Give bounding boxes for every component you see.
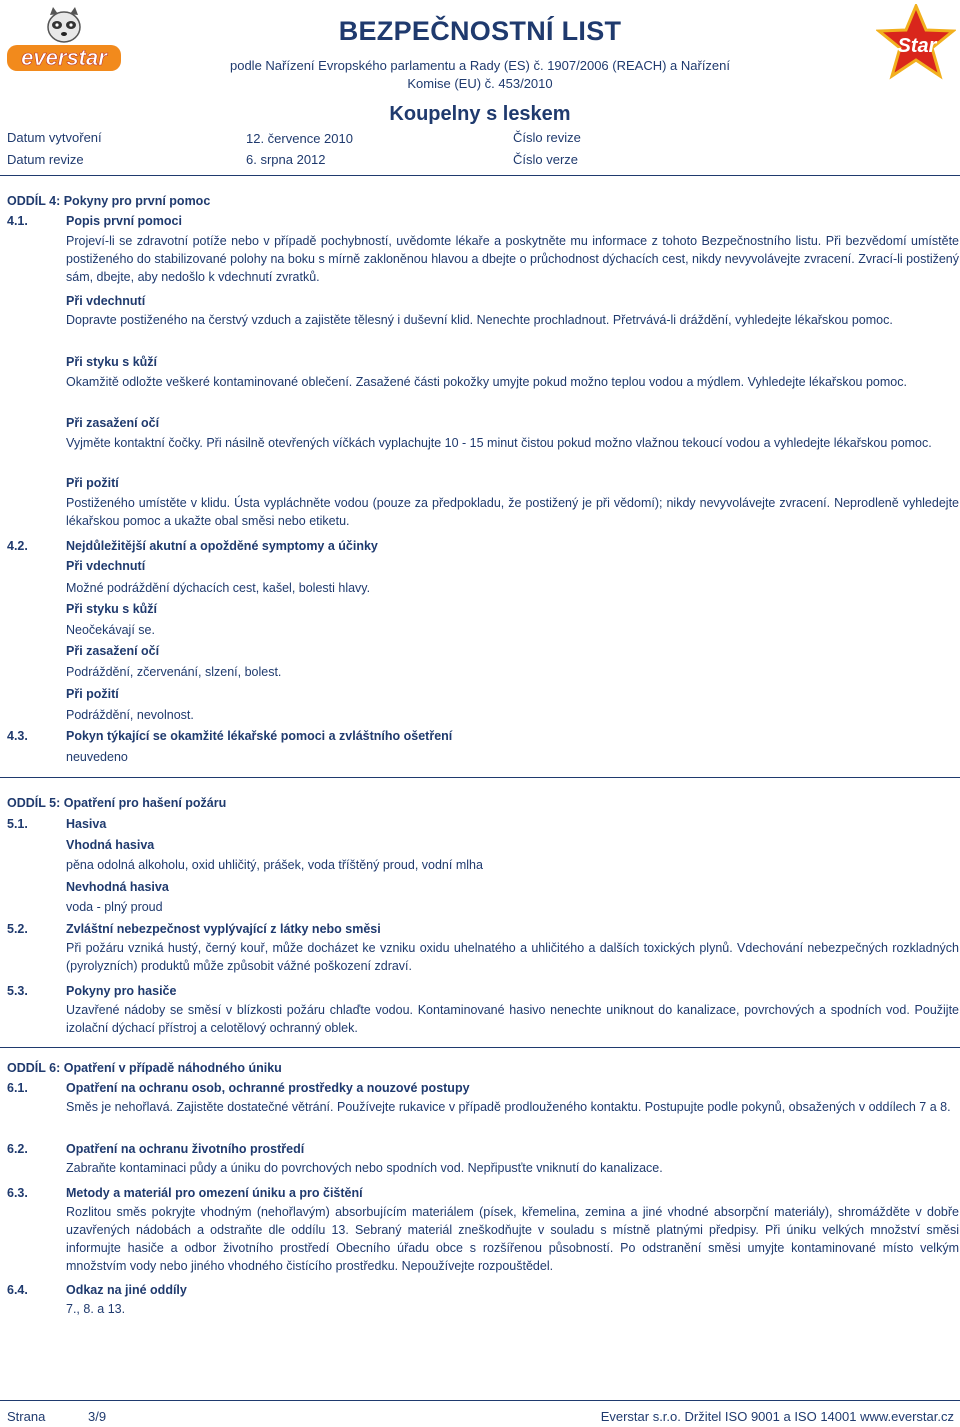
section-4-3-title: Pokyn týkající se okamžité lékařské pomoci a zvláštního ošetření bbox=[66, 729, 453, 743]
section-5-2-number: 5.2. bbox=[7, 922, 28, 936]
section-4-2-number: 4.2. bbox=[7, 539, 28, 553]
section-6-4-number: 6.4. bbox=[7, 1283, 28, 1297]
symptoms-inhalation-label: Při vdechnutí bbox=[66, 559, 146, 573]
section-6-2-text: Zabraňte kontaminaci půdy a úniku do povrchových nebo spodních vod. Nepřipusťte vniknutí do kanalizace. bbox=[66, 1161, 663, 1175]
page-number: 3/9 bbox=[88, 1409, 107, 1424]
section-6-2-number: 6.2. bbox=[7, 1142, 28, 1156]
section-5-1-number: 5.1. bbox=[7, 817, 28, 831]
symptoms-eye-label: Při zasažení očí bbox=[66, 644, 160, 658]
svg-text:Star: Star bbox=[897, 35, 937, 57]
section-5-3-number: 5.3. bbox=[7, 984, 28, 998]
unsuitable-media-text: voda - plný proud bbox=[66, 900, 163, 914]
eye-contact-text: Vyjměte kontaktní čočky. Při násilně otevřených víčkách vyplachujte 10 - 15 minut čistou pokud možno vlažnou tekoucí vodou a vyhledejte lékařskou pomoc. bbox=[66, 436, 932, 450]
symptoms-ingestion-text: Podráždění, nevolnost. bbox=[66, 708, 194, 722]
regulation-reference: podle Nařízení Evropského parlamentu a Rady (ES) č. 1907/2006 (REACH) a Nařízení Komise (EU) č. 453/2010 bbox=[229, 58, 731, 92]
section-4-1-title: Popis první pomoci bbox=[66, 214, 182, 228]
revision-date-label: Datum revize bbox=[7, 152, 84, 167]
section-6-1-text: Směs je nehořlavá. Zajistěte dostatečné větrání. Používejte rukavice v případě prodlouženého kontaktu. Postupujte podle pokynů, obsažených v oddílech 7 a 8. bbox=[66, 1100, 951, 1114]
section-4-2-title: Nejdůležitější akutní a opožděné symptomy a účinky bbox=[66, 539, 378, 553]
section-6-1-number: 6.1. bbox=[7, 1081, 28, 1095]
section-6-1-title: Opatření na ochranu osob, ochranné prostředky a nouzové postupy bbox=[66, 1081, 470, 1095]
version-number-label: Číslo verze bbox=[513, 152, 579, 167]
section-6-4-text: 7., 8. a 13. bbox=[66, 1302, 126, 1316]
suitable-media-text: pěna odolná alkoholu, oxid uhličitý, prášek, voda tříštěný proud, vodní mlha bbox=[66, 858, 483, 872]
company-footer: Everstar s.r.o. Držitel ISO 9001 a ISO 14001 www.everstar.cz bbox=[600, 1409, 954, 1424]
symptoms-skin-text: Neočekávají se. bbox=[66, 623, 155, 637]
symptoms-eye-text: Podráždění, zčervenání, slzení, bolest. bbox=[66, 665, 282, 679]
section-5-3-text: Uzavřené nádoby se směsí v blízkosti požáru chlaďte vodou. Kontaminované hasivo nenechte uniknout do kanalizace, povrchových a spodních vod. Použijte izolační dýchací přístroj a celotělový ochranný oblek. bbox=[66, 1003, 959, 1036]
footer-divider bbox=[0, 1400, 960, 1401]
section-6-3-text: Rozlitou směs pokryjte vhodným (nehořlavým) absorbujícím materiálem (písek, křemelina, zemina a jiné vhodné absorpční materiály), shromážděte v dobře uzavřených nádobách a odstraňte dle oddílu 13. Sebraný materiál zneškodňujte v souladu s místně platnými předpisy. Při úniku velkých množství směsi informujte hasiče a odbor životního prostředí Obecního úřadu obce s rozšířenou působností. Po odstranění směsi umyjte kontaminované místo velkým množstvím vody nebo jiného vhodného čistícího prostředku. Nepoužívejte rozpouštědel. bbox=[66, 1205, 959, 1274]
section-5-2-title: Zvláštní nebezpečnost vyplývající z látky nebo směsi bbox=[66, 922, 381, 936]
section-5-2-text: Při požáru vzniká hustý, černý kouř, může docházet ke vzniku oxidu uhelnatého a uhličitého a dalších toxických plynů. Vdechování nebezpečných rozkladných (pyrolyzních) produktů může způsobit vážné poškození zdraví. bbox=[66, 941, 959, 974]
section-4-3-number: 4.3. bbox=[7, 729, 28, 743]
section-6-title: ODDÍL 6: Opatření v případě náhodného úniku bbox=[7, 1061, 282, 1075]
created-date-value: 12. července 2010 bbox=[246, 131, 353, 146]
section-4-title: ODDÍL 4: Pokyny pro první pomoc bbox=[7, 194, 211, 208]
section-5-1-title: Hasiva bbox=[66, 817, 107, 831]
section-6-3-number: 6.3. bbox=[7, 1186, 28, 1200]
suitable-media-label: Vhodná hasiva bbox=[66, 838, 155, 852]
eye-contact-label: Při zasažení očí bbox=[66, 416, 160, 430]
section-4-divider bbox=[0, 777, 960, 778]
revision-number-label: Číslo revize bbox=[513, 130, 581, 145]
section-4-3-text: neuvedeno bbox=[66, 750, 128, 764]
first-aid-intro: Projeví-li se zdravotní potíže nebo v případě pochybností, uvědomte lékaře a poskytněte mu informace z tohoto Bezpečnostního listu. Při bezvědomí umístěte postiženého do stabilizované polohy na boku s mírně zakloněnou hlavou a dbejte o průchodnost dýchacích cest, nikdy nevyvolávejte zvracení. Zvrací-li postižený sám, dbejte, aby nedošlo k vdechnutí zvratků. bbox=[66, 234, 959, 285]
section-4-1-number: 4.1. bbox=[7, 214, 28, 228]
symptoms-skin-label: Při styku s kůží bbox=[66, 602, 158, 616]
skin-contact-text: Okamžitě odložte veškeré kontaminované oblečení. Zasažené části pokožky umyjte pokud možno teplou vodou a mýdlem. Vyhledejte lékařskou pomoc. bbox=[66, 375, 907, 389]
inhalation-label: Při vdechnutí bbox=[66, 294, 146, 308]
section-6-4-title: Odkaz na jiné oddíly bbox=[66, 1283, 187, 1297]
revision-date-value: 6. srpna 2012 bbox=[246, 152, 326, 167]
ingestion-text: Postiženého umístěte v klidu. Ústa vypláchněte vodou (pouze za předpokladu, že postižený je při vědomí); nikdy nevyvolávejte zvracení. Neprodleně vyhledejte lékařskou pomoc a ukažte obal směsi nebo etiketu. bbox=[66, 496, 959, 529]
page-label: Strana bbox=[7, 1409, 46, 1424]
document-title: BEZPEČNOSTNÍ LIST bbox=[338, 16, 622, 46]
unsuitable-media-label: Nevhodná hasiva bbox=[66, 880, 169, 894]
inhalation-text: Dopravte postiženého na čerstvý vzduch a zajistěte tělesný i duševní klid. Nenechte prochladnout. Přetrvává-li dráždění, vyhledejte lékařskou pomoc. bbox=[66, 313, 893, 327]
section-6-3-title: Metody a materiál pro omezení úniku a pro čištění bbox=[66, 1186, 363, 1200]
created-date-label: Datum vytvoření bbox=[7, 130, 102, 145]
ingestion-label: Při požití bbox=[66, 476, 119, 490]
svg-text:everstar: everstar bbox=[21, 45, 107, 70]
symptoms-inhalation-text: Možné podráždění dýchacích cest, kašel, bolesti hlavy. bbox=[66, 581, 371, 595]
product-name: Koupelny s leskem bbox=[389, 103, 571, 125]
section-5-3-title: Pokyny pro hasiče bbox=[66, 984, 177, 998]
skin-contact-label: Při styku s kůží bbox=[66, 355, 158, 369]
section-5-divider bbox=[0, 1047, 960, 1048]
section-6-2-title: Opatření na ochranu životního prostředí bbox=[66, 1142, 305, 1156]
header-divider bbox=[0, 175, 960, 176]
symptoms-ingestion-label: Při požití bbox=[66, 687, 119, 701]
section-5-title: ODDÍL 5: Opatření pro hašení požáru bbox=[7, 796, 227, 810]
